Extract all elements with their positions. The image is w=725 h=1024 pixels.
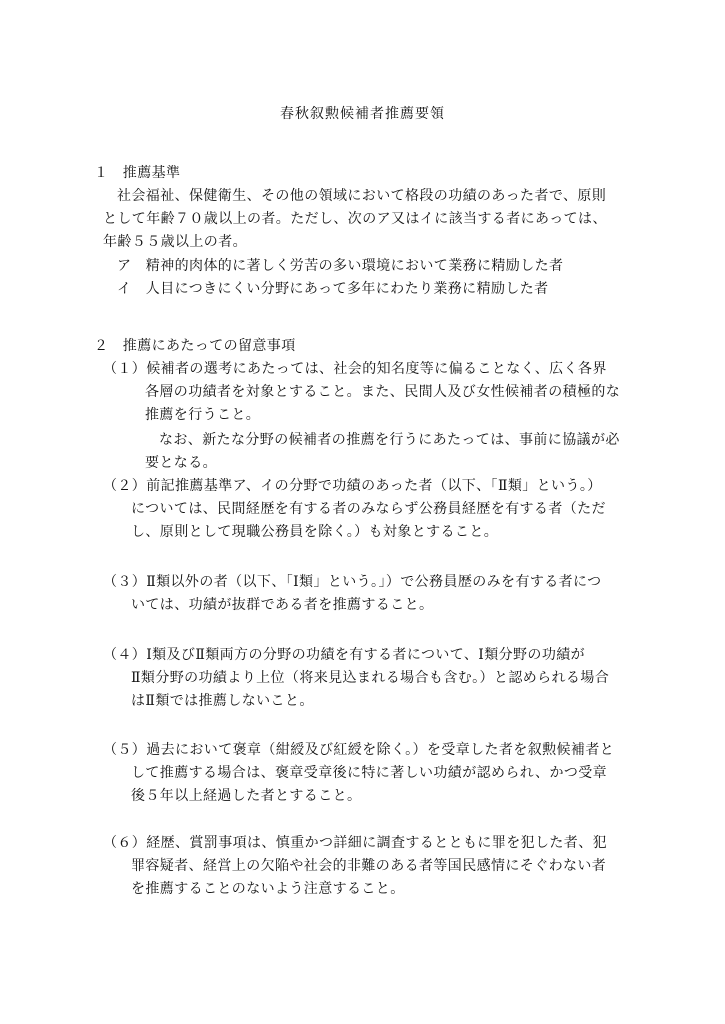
section-2-item-4-line: はⅡ類では推薦しないこと。 (131, 693, 314, 709)
section-2-item-2-line: し、原則として現職公務員を除く。）も対象とすること。 (131, 524, 499, 540)
section-2-item-3-line: （３）Ⅱ類以外の者（以下、「Ⅰ類」という。」）で公務員歴のみを有する者につ (103, 574, 602, 590)
section-2-item-5-line: 後５年以上経過した者とすること。 (131, 788, 362, 804)
section-1-body-line: 社会福祉、保健衛生、その他の領域において格段の功績のあった者で、原則 (117, 188, 607, 204)
section-1-body-line: として年齢７０歳以上の者。ただし、次のア又はイに該当する者にあっては、 (103, 211, 607, 227)
section-2-item-5-line: して推薦する場合は、褒章受章後に特に著しい功績が認められ、かつ受章 (131, 765, 608, 781)
section-1-item-a: ア 精神的肉体的に著しく労苦の多い環境において業務に精励した者 (117, 258, 564, 274)
section-2-item-1-line: なお、新たな分野の候補者の推薦を行うにあたっては、事前に協議が必 (159, 432, 620, 448)
section-2-item-2-line: （２）前記推薦基準ア、イの分野で功績のあった者（以下、「Ⅱ類」という。） (103, 478, 602, 494)
section-2-item-3-line: いては、功績が抜群である者を推薦すること。 (131, 597, 434, 613)
section-1-item-i: イ 人目につきにくい分野にあって多年にわたり業務に精励した者 (117, 281, 549, 297)
section-2-item-4-line: Ⅱ類分野の功績より上位（将来見込まれる場合も含む。）と認められる場合 (131, 670, 610, 686)
document-title: 春秋叙勲候補者推薦要領 (280, 106, 445, 122)
section-2-heading: ２ 推薦にあたっての留意事項 (94, 338, 296, 354)
section-2-item-2-line: については、民間経歴を有する者のみならず公務員経歴を有する者（ただ (131, 501, 606, 517)
section-2-item-6-line: 罪容疑者、経営上の欠陥や社会的非難のある者等国民感情にそぐわない者 (131, 858, 607, 874)
section-2-item-4-line: （４）Ⅰ類及びⅡ類両方の分野の功績を有する者について、Ⅰ類分野の功績が (103, 647, 586, 663)
section-1-heading: １ 推薦基準 (94, 165, 181, 181)
section-2-item-6-line: を推薦することのないよう注意すること。 (131, 881, 405, 897)
section-2-item-1-line: 各層の功績者を対象とすること。また、民間人及び女性候補者の積極的な (145, 384, 621, 400)
section-2-item-1-line: 推薦を行うこと。 (145, 407, 261, 423)
section-2-item-1-line: （１）候補者の選考にあたっては、社会的知名度等に偏ることなく、広く各界 (103, 361, 607, 377)
section-2-item-1-line: 要となる。 (145, 455, 217, 471)
section-1-body-line: 年齢５５歳以上の者。 (103, 234, 247, 250)
section-2-item-5-line: （５）過去において褒章（紺綬及び紅綬を除く。）を受章した者を叙勲候補者と (103, 742, 615, 758)
section-2-item-6-line: （６）経歴、賞罰事項は、慎重かつ詳細に調査するとともに罪を犯した者、犯 (103, 835, 607, 851)
